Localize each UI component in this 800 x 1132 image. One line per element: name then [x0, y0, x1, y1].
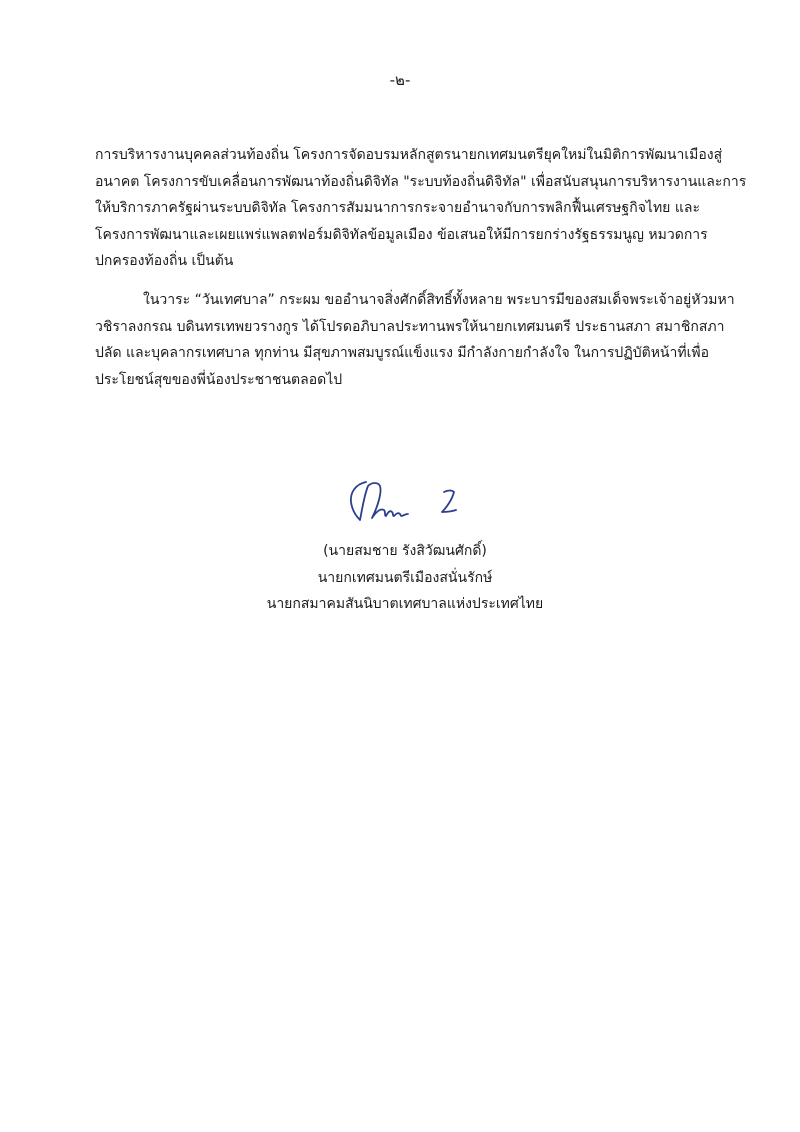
signer-title-2: นายกสมาคมสันนิบาตเทศบาลแห่งประเทศไทย [266, 596, 544, 612]
paragraph-2-line: ปลัด และบุคลากรเทศบาล ทุกท่าน มีสุขภาพสมบูรณ์แข็งแรง มีกำลังกายกำลังใจ ในการปฏิบัติหน้าที่เพื่อ [95, 345, 710, 361]
signature-drawing [342, 472, 472, 532]
handwritten-signature [342, 472, 472, 532]
paragraph-2-line: วชิราลงกรณ บดินทรเทพยวรางกูร ได้โปรดอภิบาลประทานพรให้นายกเทศมนตรี ประธานสภา สมาชิกสภา [95, 318, 725, 335]
paragraph-1-line: ให้บริการภาครัฐผ่านระบบดิจิทัล โครงการสัมมนาการกระจายอำนาจกับการพลิกฟื้นเศรษฐกิจไทย และ [95, 200, 700, 216]
paragraph-1 [95, 142, 747, 275]
paragraph-2 [95, 287, 735, 393]
signer-title-1: นายกเทศมนตรีเมืองสนั่นรักษ์ [317, 569, 493, 586]
page-number: -๒- [389, 71, 411, 89]
signer-block [0, 538, 800, 618]
paragraph-1-line: โครงการพัฒนาและเผยแพร่แพลตฟอร์มดิจิทัลข้อมูลเมือง ข้อเสนอให้มีการยกร่างรัฐธรรมนูญ หมวดการ [95, 226, 708, 243]
paragraph-1-line: อนาคต โครงการขับเคลื่อนการพัฒนาท้องถิ่นดิจิทัล "ระบบท้องถิ่นดิจิทัล" เพื่อสนับสนุนการบริหารงานและการ [95, 173, 747, 190]
paragraph-1-line: การบริหารงานบุคคลส่วนท้องถิ่น โครงการจัดอบรมหลักสูตรนายกเทศมนตรียุคใหม่ในมิติการพัฒนาเมืองสู่ [95, 147, 723, 163]
signer-name: (นายสมชาย รังสิวัฒนศักดิ์) [323, 543, 487, 559]
paragraph-2-line: ในวาระ “วันเทศบาล” กระผม ขออำนาจสิ่งศักดิ์สิทธิ์ทั้งหลาย พระบารมีของสมเด็จพระเจ้าอยู่หัวมหา [143, 292, 735, 308]
paragraph-2-line: ประโยชน์สุขของพี่น้องประชาชนตลอดไป [95, 371, 343, 388]
paragraph-1-line: ปกครองท้องถิ่น เป็นต้น [95, 253, 234, 269]
